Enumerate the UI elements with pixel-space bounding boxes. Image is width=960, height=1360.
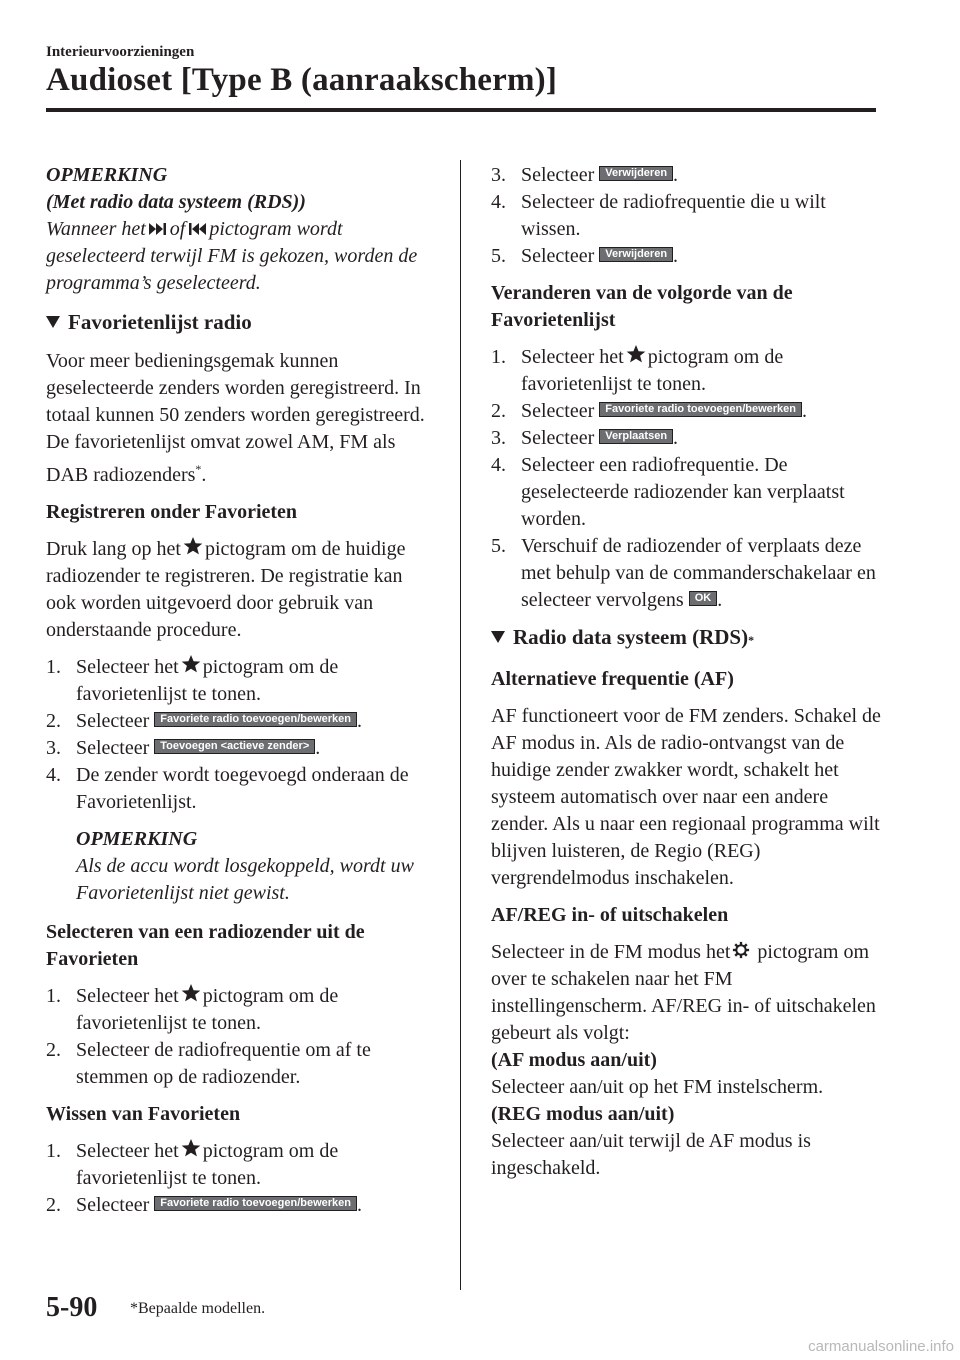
step-number: 1. xyxy=(46,985,61,1007)
step-number: 1. xyxy=(46,1140,61,1162)
triangle-bullet-icon xyxy=(491,631,505,643)
reg-mode-heading: (REG modus aan/uit) xyxy=(491,1103,675,1125)
toggle-text-a: Selecteer in de FM modus het xyxy=(491,941,731,963)
step-text: Selecteer een radiofrequentie. De geselecteerde radiozender kan verplaatst worden. xyxy=(521,454,845,530)
list-item xyxy=(491,189,886,243)
delete-steps xyxy=(46,1138,436,1219)
delete-steps-continued xyxy=(491,162,886,270)
step-text: pictogram om de favorietenlijst te tonen. xyxy=(76,656,339,705)
watermark: carmanualsonline.info xyxy=(808,1338,954,1355)
list-item xyxy=(46,1037,436,1091)
register-heading: Registreren onder Favorieten xyxy=(46,501,298,523)
favorites-edit-button[interactable]: Favoriete radio toevoegen/bewerken xyxy=(599,402,802,417)
intro-text: Voor meer bedieningsgemak kunnen geselecteerde zenders worden geregistreerd. In totaal kunnen 50 zenders worden geregistreerd. De favorietenlijst omvat zowel AM, FM als DAB radiozenders xyxy=(46,350,425,486)
asterisk-mark: * xyxy=(748,633,755,647)
step-text: Selecteer het xyxy=(76,1140,179,1162)
list-item xyxy=(46,1138,436,1192)
step-number: 2. xyxy=(491,400,506,422)
favorites-edit-button[interactable]: Favoriete radio toevoegen/bewerken xyxy=(154,1196,357,1211)
step-text: . xyxy=(673,427,679,449)
toggle-text xyxy=(491,939,886,1047)
register-text xyxy=(46,536,436,644)
step-text: Selecteer het xyxy=(76,656,179,678)
note-text-c: pictogram wordt geselecteerd terwijl FM is gekozen, worden de programma’s geselecteerd. xyxy=(46,218,418,294)
section-heading-favorites xyxy=(46,309,436,336)
star-icon xyxy=(181,983,201,1003)
step-number: 3. xyxy=(491,164,506,186)
list-item xyxy=(491,533,886,614)
step-text: . xyxy=(357,710,363,732)
step-text: Selecteer xyxy=(76,710,150,732)
step-number: 4. xyxy=(491,191,506,213)
step-text: pictogram om de favorietenlijst te tonen. xyxy=(76,1140,339,1189)
step-text: Selecteer xyxy=(521,400,595,422)
step-text: pictogram om de favorietenlijst te tonen. xyxy=(76,985,339,1034)
af-mode-text: Selecteer aan/uit op het FM instelscherm. xyxy=(491,1076,824,1098)
af-mode-heading: (AF modus aan/uit) xyxy=(491,1049,657,1071)
step-text: Selecteer xyxy=(521,164,595,186)
section-title: Radio data systeem (RDS) xyxy=(513,625,749,649)
delete-heading: Wissen van Favorieten xyxy=(46,1103,241,1125)
list-item xyxy=(46,1192,436,1219)
step-number: 1. xyxy=(46,656,61,678)
reorder-heading: Veranderen van de volgorde van de Favorietenlijst xyxy=(491,282,793,331)
note-text-b: of xyxy=(169,218,186,240)
list-item xyxy=(491,243,886,270)
step-number: 3. xyxy=(491,427,506,449)
star-icon xyxy=(181,1138,201,1158)
ok-button[interactable]: OK xyxy=(689,591,718,606)
step-number: 3. xyxy=(46,737,61,759)
star-icon xyxy=(626,344,646,364)
step-text: Selecteer het xyxy=(521,346,624,368)
gear-icon xyxy=(732,941,750,959)
note-text-a: Wanneer het xyxy=(46,218,146,240)
note-heading: OPMERKING xyxy=(76,828,198,850)
toggle-text-b: pictogram om over te schakelen naar het FM instellingenscherm. AF/REG in- of uitschakelen gebeurt als volgt: xyxy=(491,941,876,1044)
delete-button[interactable]: Verwijderen xyxy=(599,247,673,262)
step-text: . xyxy=(673,245,679,267)
step-text: Selecteer xyxy=(76,1194,150,1216)
add-active-station-button[interactable]: Toevoegen <actieve zender> xyxy=(154,739,315,754)
note-text: Als de accu wordt losgekoppeld, wordt uw Favorietenlijst niet gewist. xyxy=(76,855,414,904)
step-text: Verschuif de radiozender of verplaats deze met behulp van de commanderschakelaar en selecteer vervolgens xyxy=(521,535,876,611)
list-item xyxy=(491,398,886,425)
left-column xyxy=(46,162,436,1229)
step-text: . xyxy=(802,400,808,422)
step-text: . xyxy=(673,164,679,186)
step-number: 1. xyxy=(491,346,506,368)
move-button[interactable]: Verplaatsen xyxy=(599,429,673,444)
note-battery xyxy=(46,826,436,907)
note-heading: OPMERKING xyxy=(46,164,168,186)
favorites-edit-button[interactable]: Favoriete radio toevoegen/bewerken xyxy=(154,712,357,727)
page-number: 5-90 xyxy=(46,1292,98,1323)
page-title: Audioset [Type B (aanraakscherm)] xyxy=(46,62,558,98)
step-text: pictogram om de favorietenlijst te tonen. xyxy=(521,346,784,395)
skip-forward-icon xyxy=(148,222,168,236)
list-item xyxy=(491,452,886,533)
af-heading: Alternatieve frequentie (AF) xyxy=(491,668,734,690)
list-item xyxy=(491,162,886,189)
delete-button[interactable]: Verwijderen xyxy=(599,166,673,181)
reg-mode-text: Selecteer aan/uit terwijl de AF modus is ingeschakeld. xyxy=(491,1130,811,1179)
section-heading-rds xyxy=(491,624,886,654)
note-text xyxy=(46,216,436,297)
list-item xyxy=(46,762,436,816)
step-number: 4. xyxy=(46,764,61,786)
step-text: Selecteer xyxy=(521,245,595,267)
select-heading: Selecteren van een radiozender uit de Favorieten xyxy=(46,921,365,970)
section-label: Interieurvoorzieningen xyxy=(46,44,195,60)
title-rule xyxy=(46,108,876,112)
star-icon xyxy=(183,536,203,556)
footnote: *Bepaalde modellen. xyxy=(130,1300,266,1317)
af-text: AF functioneert voor de FM zenders. Schakel de AF modus in. Als de radio-ontvangst van de huidige zender zwakker wordt, schakelt het systeem automatisch over naar een andere zender. Als u naar een regionaal programma wilt blijven luisteren, de Regio (REG) vergrendelmodus inschakelen. xyxy=(491,705,881,889)
step-text: . xyxy=(357,1194,363,1216)
step-text: . xyxy=(717,589,723,611)
step-text: Selecteer de radiofrequentie die u wilt wissen. xyxy=(521,191,826,240)
list-item xyxy=(491,425,886,452)
step-number: 4. xyxy=(491,454,506,476)
step-number: 5. xyxy=(491,535,506,557)
step-text: Selecteer het xyxy=(76,985,179,1007)
list-item xyxy=(46,708,436,735)
asterisk-mark: * xyxy=(195,462,202,476)
favorites-intro xyxy=(46,348,436,489)
right-column xyxy=(491,162,886,1182)
skip-back-icon xyxy=(187,222,207,236)
step-text: . xyxy=(315,737,321,759)
star-icon xyxy=(181,654,201,674)
step-text: Selecteer xyxy=(76,737,150,759)
register-text-a: Druk lang op het xyxy=(46,538,181,560)
step-text: Selecteer de radiofrequentie om af te stemmen op de radiozender. xyxy=(76,1039,371,1088)
intro-end: . xyxy=(201,464,207,486)
section-title: Favorietenlijst radio xyxy=(68,310,252,334)
note-rds xyxy=(46,162,436,297)
column-divider xyxy=(460,160,461,1290)
list-item xyxy=(46,735,436,762)
step-text: Selecteer xyxy=(521,427,595,449)
step-number: 5. xyxy=(491,245,506,267)
register-text-b: pictogram om de huidige radiozender te registreren. De registratie kan ook worden uitgevoerd door gebruik van onderstaande procedure. xyxy=(46,538,406,641)
select-steps xyxy=(46,983,436,1091)
list-item xyxy=(491,344,886,398)
step-text: De zender wordt toegevoegd onderaan de Favorietenlijst. xyxy=(76,764,409,813)
register-steps xyxy=(46,654,436,816)
step-number: 2. xyxy=(46,710,61,732)
list-item xyxy=(46,654,436,708)
list-item xyxy=(46,983,436,1037)
toggle-heading: AF/REG in- of uitschakelen xyxy=(491,904,729,926)
note-subheading: (Met radio data systeem (RDS)) xyxy=(46,191,306,213)
triangle-bullet-icon xyxy=(46,316,60,328)
step-number: 2. xyxy=(46,1194,61,1216)
step-number: 2. xyxy=(46,1039,61,1061)
reorder-steps xyxy=(491,344,886,614)
